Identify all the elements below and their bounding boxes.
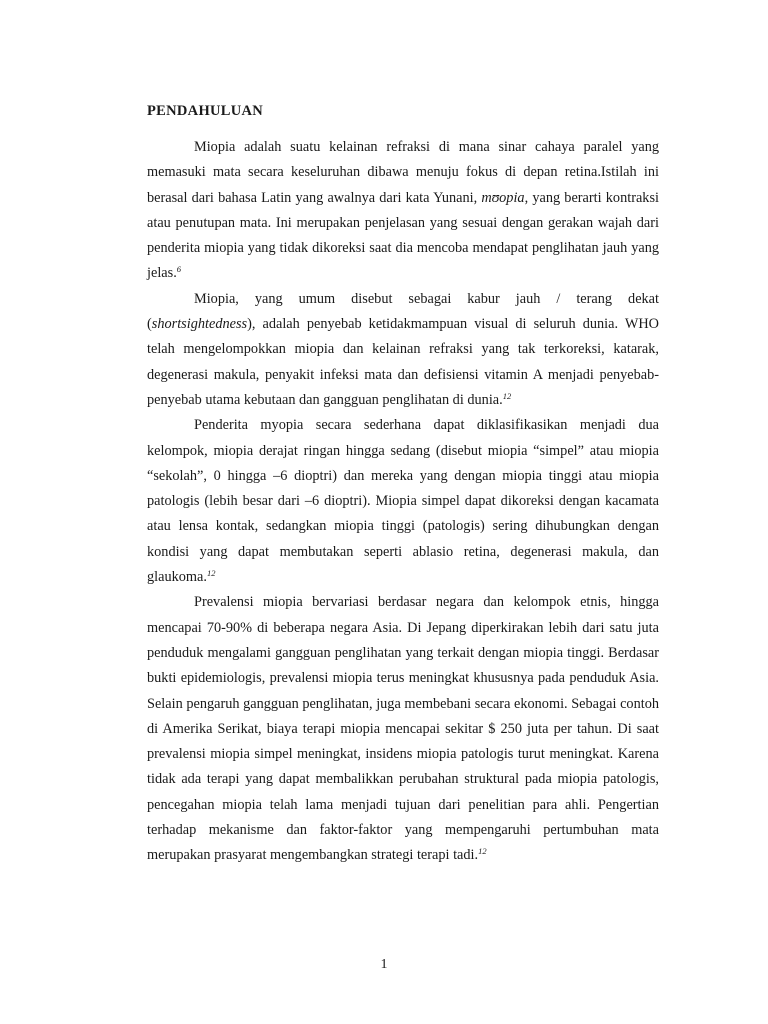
italic-term: mʊopia [481, 189, 525, 206]
paragraph [147, 287, 659, 413]
paragraph [147, 590, 659, 868]
citation-reference: 12 [206, 568, 216, 579]
page-number: 1 [380, 957, 388, 972]
section-heading: PENDAHULUAN [147, 103, 264, 119]
paragraph-text: Penderita myopia secara sederhana dapat diklasifikasikan menjadi dua kelompok, miopia derajat ringan hingga sedang (disebut miopia “simpel” atau miopia “sekolah”, 0 hingga –6 dioptri) dan mereka yang dengan miopia tinggi atau miopia patologis (lebih besar dari –6 dioptri). Miopia simpel dapat dikoreksi dengan kacamata atau lensa kontak, sedangkan miopia tinggi (patologis) sering dihubungkan dengan kondisi yang dapat membutakan seperti ablasio retina, degenerasi makula, dan glaukoma. [147, 417, 659, 586]
paragraph-text: , yang berarti kontraksi atau penutupan mata. Ini merupakan penjelasan yang sesuai dengan gerakan wajah dari penderita miopia yang tidak dikoreksi saat dia mencoba mendapat penglihatan jauh yang jelas. [147, 189, 659, 282]
paragraph [147, 413, 659, 590]
paragraph-text: ), adalah penyebab ketidakmampuan visual di seluruh dunia. WHO telah mengelompokkan miopia dan kelainan refraksi yang tak terkoreksi, katarak, degenerasi makula, penyakit infeksi mata dan defisiensi vitamin A menjadi penyebab-penyebab utama kebutaan dan gangguan penglihatan di dunia. [147, 316, 659, 408]
citation-reference: 12 [502, 390, 512, 401]
citation-reference: 6 [176, 264, 182, 275]
paragraph-text: Prevalensi miopia bervariasi berdasar negara dan kelompok etnis, hingga mencapai 70-90% di beberapa negara Asia. Di Jepang diperkirakan lebih dari satu juta penduduk mengalami gangguan penglihatan yang terkait dengan miopia tinggi. Berdasar bukti epidemiologis, prevalensi miopia terus meningkat khususnya pada penduduk Asia. Selain pengaruh gangguan penglihatan, juga membebani secara ekonomi. Sebagai contoh di Amerika Serikat, biaya terapi miopia mencapai sekitar $ 250 juta per tahun. Di saat prevalensi miopia simpel meningkat, insidens miopia patologis turut meningkat. Karena tidak ada terapi yang dapat membalikkan perubahan struktural pada miopia patologis, pencegahan miopia telah lama menjadi tujuan dari penelitian para ahli. Pengertian terhadap mekanisme dan faktor-faktor yang mempengaruhi pertumbuhan mata merupakan prasyarat mengembangkan strategi terapi tadi. [147, 594, 659, 864]
citation-reference: 12 [478, 846, 487, 857]
italic-term: shortsightedness [151, 316, 248, 333]
body-text [147, 135, 659, 869]
paragraph [147, 135, 659, 287]
paragraph-text: Miopia adalah suatu kelainan refraksi di mana sinar cahaya paralel yang memasuki mata secara keseluruhan dibawa menuju fokus di depan retina.Istilah ini berasal dari bahasa Latin yang awalnya dari kata Yunani, [147, 139, 659, 206]
paragraph-text: Miopia, yang umum disebut sebagai kabur jauh / terang dekat ( [147, 290, 659, 333]
